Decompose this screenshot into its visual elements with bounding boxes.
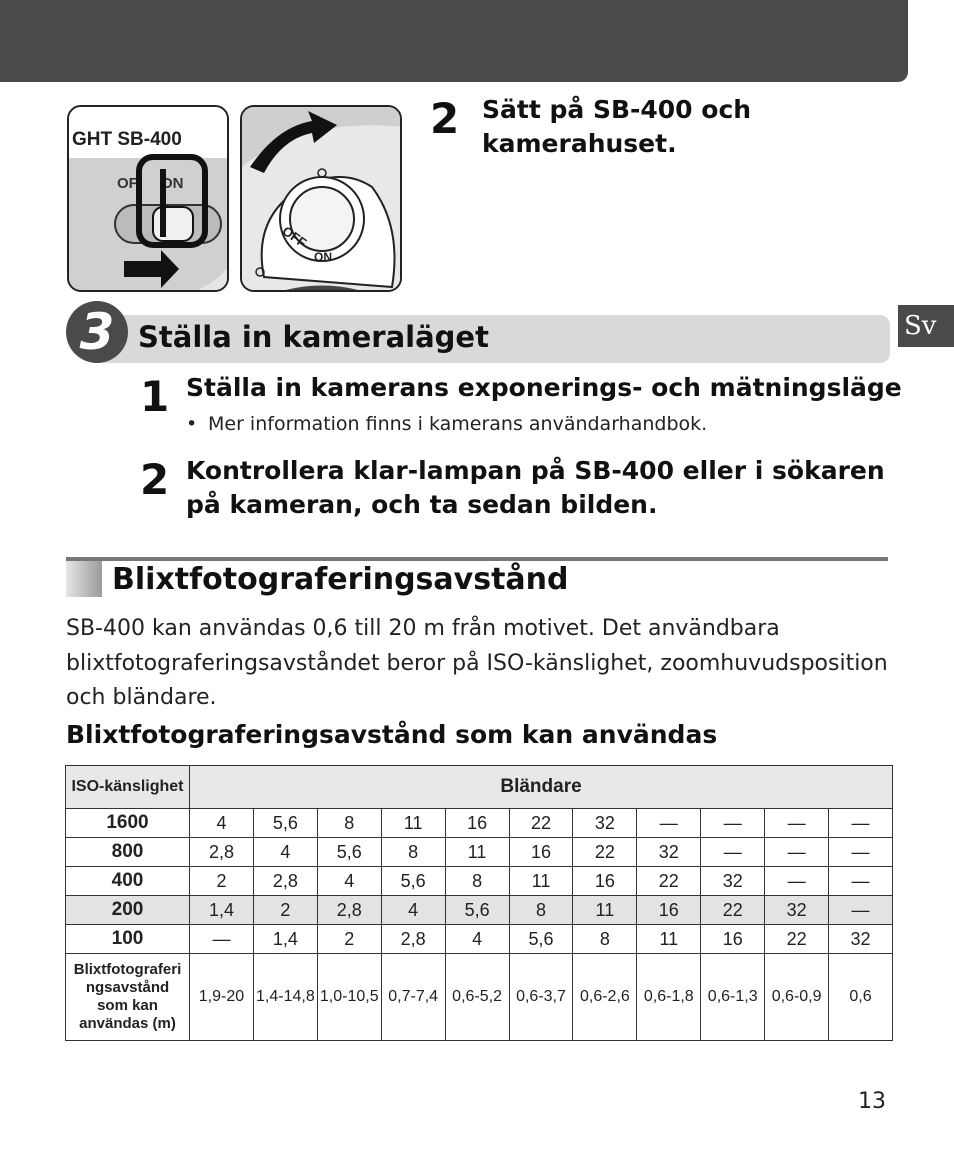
table-cell: 2,8: [253, 867, 317, 896]
iso-cell: 100: [66, 925, 190, 954]
distance-label-line: Blixtfotograferi: [73, 961, 182, 978]
table-cell: 0,6-0,9: [765, 954, 829, 1041]
table-cell: 16: [509, 838, 573, 867]
table-cell: 11: [445, 838, 509, 867]
table-cell: —: [701, 838, 765, 867]
table-cell: 5,6: [445, 896, 509, 925]
table-cell: 22: [509, 809, 573, 838]
step-text-line: på kameran, och ta sedan bilden.: [186, 490, 658, 519]
table-cell: 5,6: [317, 838, 381, 867]
header-bar: [0, 0, 908, 82]
table-cell: 32: [637, 838, 701, 867]
table-cell: 2,8: [190, 838, 254, 867]
table-cell: 8: [573, 925, 637, 954]
table-cell: 8: [317, 809, 381, 838]
paragraph-line: och bländare.: [66, 685, 217, 710]
table-cell: 8: [381, 838, 445, 867]
table-cell: 16: [445, 809, 509, 838]
table-cell: —: [637, 809, 701, 838]
paragraph-line: SB-400 kan användas 0,6 till 20 m från motivet. Det användbara: [66, 616, 780, 641]
table-cell: 4: [381, 896, 445, 925]
table-cell: —: [765, 809, 829, 838]
distance-row: [66, 954, 893, 1041]
page-number: 13: [858, 1089, 886, 1114]
step-number: 2: [430, 94, 460, 143]
table-cell: 2: [190, 867, 254, 896]
table-cell: 5,6: [381, 867, 445, 896]
table-cell: 32: [573, 809, 637, 838]
table-cell: 5,6: [253, 809, 317, 838]
table-cell: 22: [637, 867, 701, 896]
distance-paragraph: [66, 612, 896, 716]
distance-label-cell: [66, 954, 190, 1041]
iso-cell: 200: [66, 896, 190, 925]
table-cell: 0,6-5,2: [445, 954, 509, 1041]
table-cell: —: [829, 809, 893, 838]
switch-on-label: ON: [161, 175, 184, 192]
table-row: [66, 809, 893, 838]
table-cell: 22: [701, 896, 765, 925]
table-cell: 32: [765, 896, 829, 925]
table-cell: —: [190, 925, 254, 954]
distance-table: [65, 765, 893, 1041]
table-cell: —: [765, 867, 829, 896]
table-cell: —: [829, 896, 893, 925]
table-cell: 1,4-14,8: [253, 954, 317, 1041]
table-cell: 4: [253, 838, 317, 867]
table-cell: 0,6-1,8: [637, 954, 701, 1041]
table-cell: 2: [253, 896, 317, 925]
camera-dial-illustration: [240, 105, 402, 292]
distance-heading: Blixtfotograferingsavstånd: [112, 562, 569, 597]
step-text: [186, 454, 885, 522]
table-cell: 16: [701, 925, 765, 954]
iso-cell: 800: [66, 838, 190, 867]
table-row: [66, 867, 893, 896]
table-cell: 32: [829, 925, 893, 954]
step-text: [482, 93, 751, 161]
table-cell: 22: [765, 925, 829, 954]
flash-switch-illustration: [67, 105, 229, 292]
table-cell: 11: [509, 867, 573, 896]
step-number: 1: [140, 372, 170, 421]
table-cell: 0,6-2,6: [573, 954, 637, 1041]
iso-cell: 400: [66, 867, 190, 896]
paragraph-line: blixtfotograferingsavståndet beror på ISO-känslighet, zoomhuvudsposition: [66, 650, 888, 676]
step-text: Ställa in kamerans exponerings- och mätningsläge: [186, 373, 902, 402]
table-cell: 0,6-1,3: [701, 954, 765, 1041]
header-iso: ISO-känslighet: [66, 766, 190, 809]
table-cell: 8: [509, 896, 573, 925]
heading-marker: [66, 561, 102, 597]
section-title: Ställa in kameraläget: [138, 320, 489, 354]
table-cell: 8: [445, 867, 509, 896]
table-cell: 4: [445, 925, 509, 954]
table-cell: 16: [637, 896, 701, 925]
bullet-text: Mer information finns i kamerans användarhandbok.: [208, 413, 708, 435]
table-header-row: [66, 766, 893, 809]
table-cell: 22: [573, 838, 637, 867]
distance-label-line: användas (m): [79, 1015, 176, 1032]
table-cell: 4: [190, 809, 254, 838]
table-cell: 16: [573, 867, 637, 896]
table-cell: 0,6-3,7: [509, 954, 573, 1041]
table-cell: —: [829, 838, 893, 867]
step-text-line: Sätt på SB-400 och: [482, 95, 752, 124]
table-cell: —: [701, 809, 765, 838]
table-row: [66, 896, 893, 925]
section-number-badge: 3: [66, 301, 128, 363]
table-cell: 1,4: [190, 896, 254, 925]
table-cell: 0,6: [829, 954, 893, 1041]
table-row: [66, 925, 893, 954]
distance-label-line: som kan: [97, 997, 158, 1014]
table-cell: 11: [637, 925, 701, 954]
dial-on-label: ON: [314, 250, 332, 264]
table-cell: 1,4: [253, 925, 317, 954]
table-cell: 11: [573, 896, 637, 925]
bullet-note: • Mer information finns i kamerans användarhandbok.: [186, 413, 708, 435]
table-cell: —: [829, 867, 893, 896]
table-cell: 1,9-20: [190, 954, 254, 1041]
table-cell: 11: [381, 809, 445, 838]
step-text-line: Kontrollera klar-lampan på SB-400 eller i sökaren: [186, 456, 885, 485]
header-aperture: Bländare: [190, 766, 893, 809]
iso-cell: 1600: [66, 809, 190, 838]
model-label: GHT SB-400: [72, 129, 182, 150]
table-title: Blixtfotograferingsavstånd som kan användas: [66, 720, 718, 749]
step-text-line: kamerahuset.: [482, 129, 677, 158]
table-cell: 2,8: [381, 925, 445, 954]
table-cell: 2: [317, 925, 381, 954]
table-cell: 1,0-10,5: [317, 954, 381, 1041]
switch-off-label: OF: [117, 175, 138, 192]
dial-off-label: OFF: [279, 223, 310, 251]
table-cell: 32: [701, 867, 765, 896]
table-cell: 5,6: [509, 925, 573, 954]
table-cell: 4: [317, 867, 381, 896]
step-number: 2: [140, 455, 170, 504]
table-cell: 2,8: [317, 896, 381, 925]
table-cell: —: [765, 838, 829, 867]
language-tab: Sv: [898, 305, 954, 347]
section-rule: [66, 557, 888, 561]
distance-label-line: ngsavstånd: [85, 979, 170, 996]
table-cell: 0,7-7,4: [381, 954, 445, 1041]
table-row: [66, 838, 893, 867]
